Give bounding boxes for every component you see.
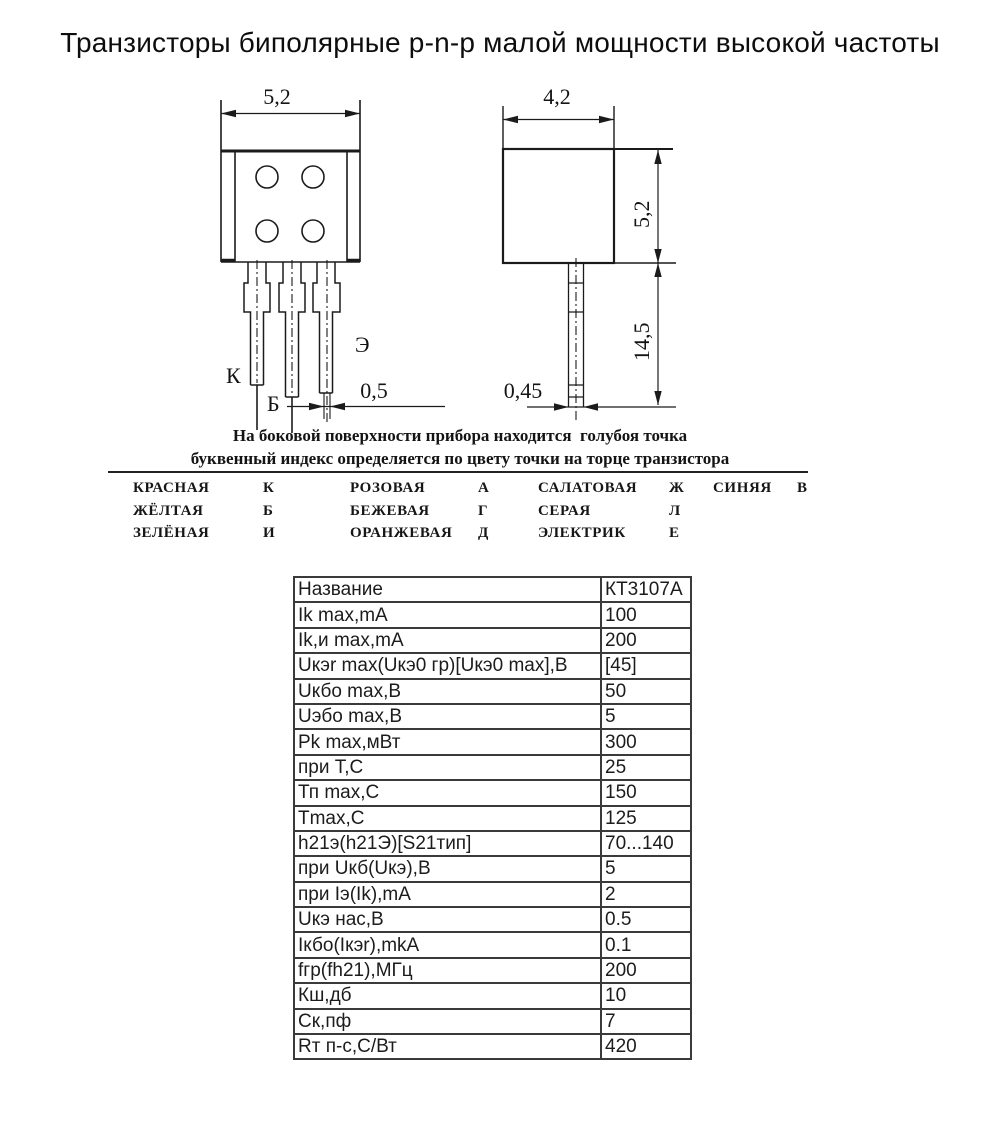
spec-row bbox=[294, 1034, 691, 1059]
spec-param-cell: Кш,дб bbox=[294, 983, 601, 1008]
dim-arrow-left bbox=[330, 403, 345, 410]
spec-row bbox=[294, 983, 691, 1008]
color-name: ОРАНЖЕВАЯ bbox=[350, 525, 453, 541]
spec-value-cell: 125 bbox=[601, 806, 691, 831]
color-index-letter: Е bbox=[669, 525, 680, 541]
color-name: ЖЁЛТАЯ bbox=[133, 502, 204, 519]
spec-header-row bbox=[294, 577, 691, 602]
spec-value-cell: 7 bbox=[601, 1009, 691, 1034]
color-name: ЗЕЛЁНАЯ bbox=[133, 525, 210, 541]
spec-row bbox=[294, 729, 691, 754]
front-view bbox=[221, 84, 445, 433]
spec-row bbox=[294, 704, 691, 729]
dim-arrow-left bbox=[221, 110, 236, 117]
dim-arrow-right bbox=[554, 403, 569, 410]
spec-value-cell: 10 bbox=[601, 983, 691, 1008]
spec-value-cell: 5 bbox=[601, 704, 691, 729]
divider-line bbox=[108, 471, 808, 473]
dim-arrow-right bbox=[599, 116, 614, 123]
spec-param-cell: Название bbox=[294, 577, 601, 602]
spec-value-cell: 200 bbox=[601, 628, 691, 653]
spec-param-cell: fгр(fh21),МГц bbox=[294, 958, 601, 983]
color-index-letter: И bbox=[263, 525, 276, 541]
spec-value-cell: 2 bbox=[601, 882, 691, 907]
spec-param-cell: Iкбо(Iкэr),mkA bbox=[294, 932, 601, 957]
spec-value-cell: 200 bbox=[601, 958, 691, 983]
face-hole bbox=[256, 166, 278, 188]
spec-value-cell: 150 bbox=[601, 780, 691, 805]
spec-value-cell: 25 bbox=[601, 755, 691, 780]
spec-row bbox=[294, 958, 691, 983]
spec-param-cell: Uэбо max,В bbox=[294, 704, 601, 729]
front-width-dim-label: 5,2 bbox=[263, 84, 291, 109]
color-name: ЭЛЕКТРИК bbox=[538, 525, 626, 541]
color-index-letter: А bbox=[478, 480, 490, 496]
spec-table bbox=[293, 576, 692, 1060]
color-name: КРАСНАЯ bbox=[133, 480, 210, 496]
spec-param-cell: Ск,пф bbox=[294, 1009, 601, 1034]
dim-arrow-right bbox=[345, 110, 360, 117]
page-title: Транзисторы биполярные p-n-p малой мощности высокой частоты bbox=[60, 27, 940, 58]
spec-row bbox=[294, 780, 691, 805]
spec-value-cell: 50 bbox=[601, 679, 691, 704]
color-name bbox=[713, 525, 797, 548]
spec-param-cell: Тп max,С bbox=[294, 780, 601, 805]
spec-param-cell: при Uкб(Uкэ),В bbox=[294, 856, 601, 881]
color-name bbox=[713, 503, 797, 526]
emitter-label: Э bbox=[355, 332, 370, 357]
spec-value-cell: 420 bbox=[601, 1034, 691, 1059]
spec-row bbox=[294, 1009, 691, 1034]
dim-arrow-left bbox=[584, 403, 599, 410]
spec-row bbox=[294, 856, 691, 881]
side-height-dim-label: 5,2 bbox=[629, 200, 654, 228]
marking-note-line-2: буквенный индекс определяется по цвету точки на торце транзистора bbox=[190, 449, 730, 468]
color-name: БЕЖЕВАЯ bbox=[350, 502, 430, 519]
side-lead bbox=[569, 258, 584, 421]
spec-value-cell: 300 bbox=[601, 729, 691, 754]
spec-value-cell: КТ3107А bbox=[601, 577, 691, 602]
color-name: РОЗОВАЯ bbox=[350, 480, 426, 496]
spec-value-cell: [45] bbox=[601, 653, 691, 678]
spec-param-cell: Uкэ нас,В bbox=[294, 907, 601, 932]
spec-row bbox=[294, 679, 691, 704]
spec-param-cell: при Iэ(Ik),mA bbox=[294, 882, 601, 907]
spec-row bbox=[294, 831, 691, 856]
front-lead-dia-dim-label: 0,5 bbox=[360, 378, 388, 403]
face-hole bbox=[302, 166, 324, 188]
spec-value-cell: 100 bbox=[601, 602, 691, 627]
dim-arrow-left bbox=[503, 116, 518, 123]
color-name: СЕРАЯ bbox=[538, 502, 591, 519]
spec-row bbox=[294, 755, 691, 780]
color-index-letter: Л bbox=[669, 502, 681, 519]
spec-value-cell: 5 bbox=[601, 856, 691, 881]
side-width-dim-label: 4,2 bbox=[543, 84, 571, 109]
color-index-letter: К bbox=[263, 480, 275, 496]
side-view bbox=[503, 84, 676, 421]
spec-param-cell: Tmax,С bbox=[294, 806, 601, 831]
spec-row bbox=[294, 806, 691, 831]
spec-table-body bbox=[294, 577, 691, 1059]
side-lead-length-dim-label: 14,5 bbox=[629, 322, 654, 361]
spec-row bbox=[294, 653, 691, 678]
spec-value-cell: 0.5 bbox=[601, 907, 691, 932]
dim-arrow-right bbox=[309, 403, 324, 410]
spec-row bbox=[294, 932, 691, 957]
spec-row bbox=[294, 602, 691, 627]
color-index-letter: Д bbox=[478, 525, 489, 541]
spec-param-cell: Ik,и max,mA bbox=[294, 628, 601, 653]
spec-value-cell: 0.1 bbox=[601, 932, 691, 957]
spec-param-cell: Uкэr max(Uкэ0 гр)[Uкэ0 max],В bbox=[294, 653, 601, 678]
color-index-letter bbox=[797, 525, 867, 548]
face-hole bbox=[256, 220, 278, 242]
spec-param-cell: Ik max,mA bbox=[294, 602, 601, 627]
color-index-letter: В bbox=[797, 480, 808, 496]
spec-row bbox=[294, 628, 691, 653]
color-index-letter: Ж bbox=[669, 480, 685, 496]
spec-param-cell: Rт п-с,С/Вт bbox=[294, 1034, 601, 1059]
face-hole bbox=[302, 220, 324, 242]
color-index-letter: Г bbox=[478, 502, 489, 519]
spec-param-cell: при Т,С bbox=[294, 755, 601, 780]
color-index-letter bbox=[797, 503, 867, 526]
marking-note-line-1: На боковой поверхности прибора находится голубоя точка bbox=[232, 426, 688, 445]
spec-param-cell: Pk max,мВт bbox=[294, 729, 601, 754]
spec-value-cell: 70...140 bbox=[601, 831, 691, 856]
color-name: САЛАТОВАЯ bbox=[538, 480, 638, 496]
spec-row bbox=[294, 907, 691, 932]
package-drawing bbox=[0, 0, 1000, 442]
side-lead-width-dim-label: 0,45 bbox=[503, 378, 543, 403]
spec-row bbox=[294, 882, 691, 907]
spec-param-cell: h21э(h21Э)[S21тип] bbox=[294, 831, 601, 856]
collector-label: К bbox=[226, 363, 241, 388]
color-index-letter: Б bbox=[263, 502, 274, 519]
spec-param-cell: Uкбо max,В bbox=[294, 679, 601, 704]
color-code-table bbox=[133, 480, 867, 548]
color-name: СИНЯЯ bbox=[713, 480, 772, 496]
emitter-lead bbox=[313, 260, 340, 424]
base-label: Б bbox=[267, 391, 280, 416]
